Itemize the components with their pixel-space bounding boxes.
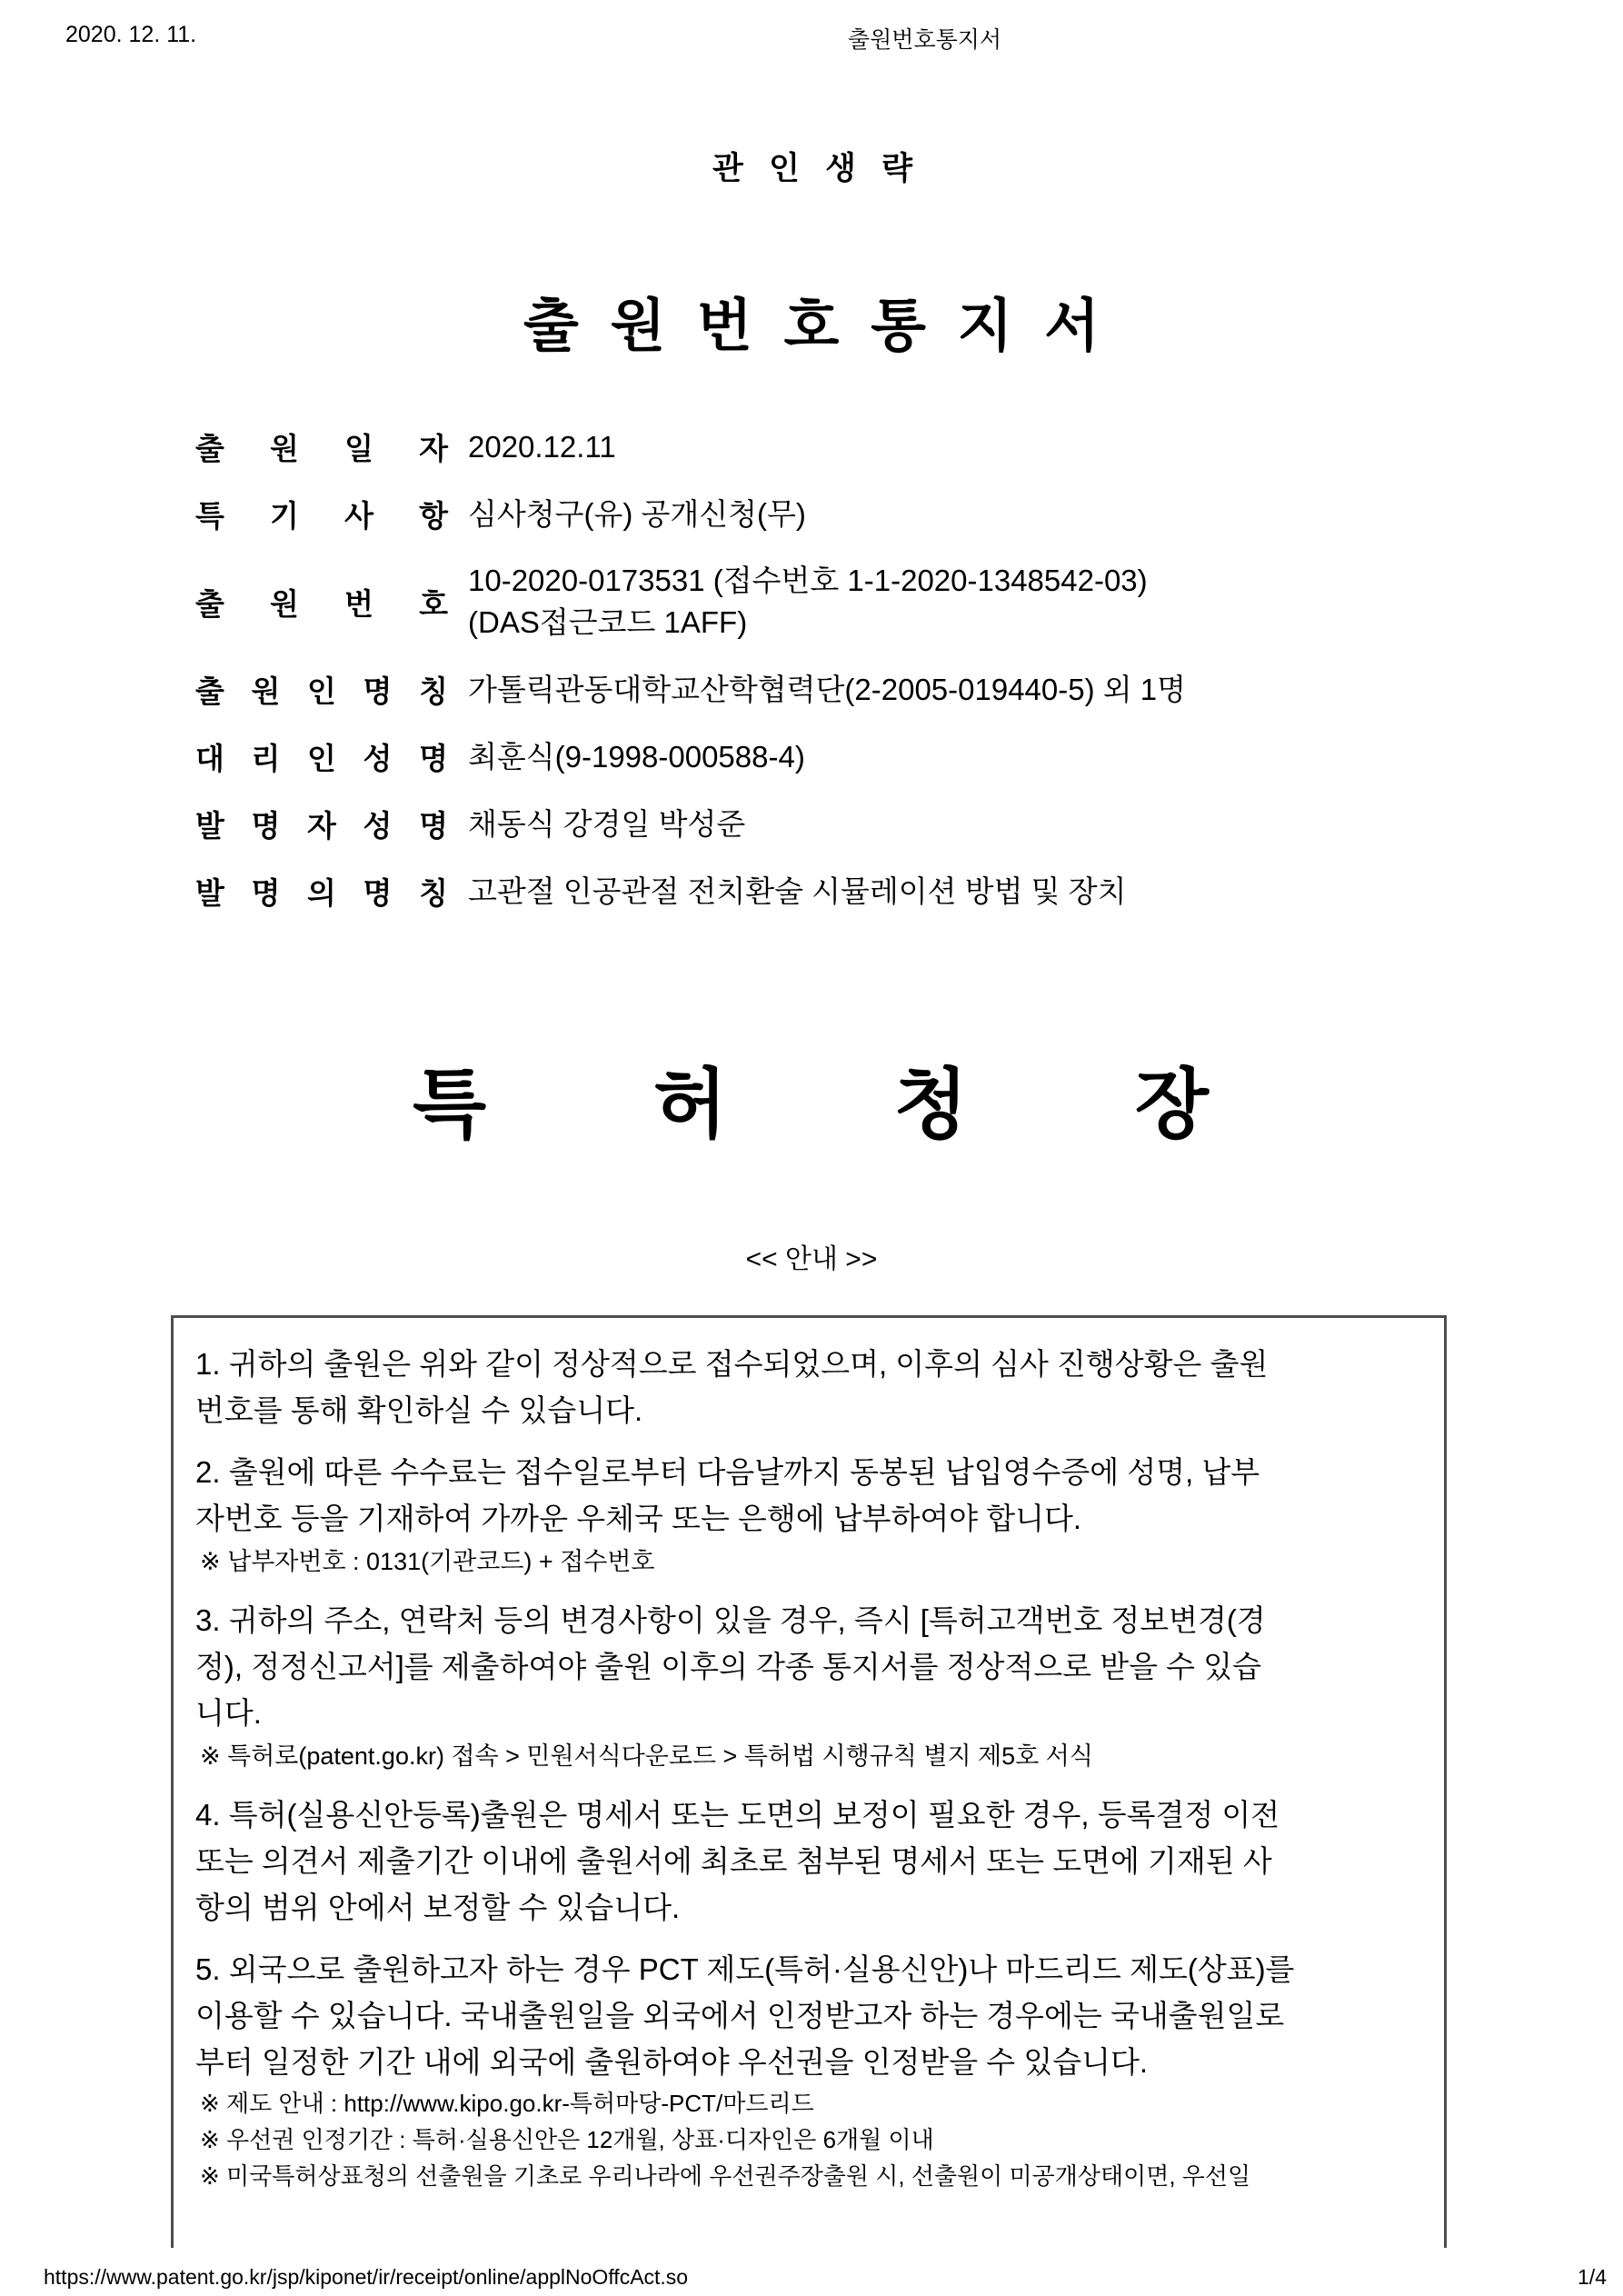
field-label-filing-date: 출 원 일 자: [195, 432, 448, 465]
application-number-line2: (DAS접근코드 1AFF): [468, 605, 748, 639]
field-value-inventor-names: 채동식 강경일 박성준: [468, 806, 746, 841]
notice-item-5: [195, 1946, 1426, 2194]
field-label-agent-name: 대 리 인 성 명: [195, 742, 448, 775]
field-value-application-number: [468, 560, 1148, 644]
notice-item-5-note: ※ 우선권 인정기간 : 특허·실용신안은 12개월, 상표·디자인은 6개월 이내: [200, 2126, 934, 2153]
field-value-agent-name: 최훈식(9-1998-000588-4): [468, 739, 805, 774]
notice-item-2-note: ※ 납부자번호 : 0131(기관코드) + 접수번호: [200, 1548, 655, 1575]
field-value-applicant-name: 가톨릭관동대학교산학협력단(2-2005-019440-5) 외 1명: [468, 672, 1187, 706]
notice-item-4: [195, 1792, 1426, 1931]
notice-item-5-note: ※ 미국특허상표청의 선출원을 기초로 우리나라에 우선권주장출원 시, 선출원이 미공개상태이면, 우선일: [200, 2162, 1251, 2190]
field-row-agent-name: [195, 735, 1186, 778]
notice-item-1-line: 번호를 통해 확인하실 수 있습니다.: [195, 1393, 643, 1427]
print-footer-url: https://www.patent.go.kr/jsp/kiponet/ir/receipt/online/applNoOffcAct.so: [44, 2265, 689, 2289]
print-footer-page-number: 1/4: [1578, 2265, 1607, 2289]
notice-item-1-line: 1. 귀하의 출원은 위와 같이 정상적으로 접수되었으며, 이후의 심사 진행상황은 출원: [195, 1347, 1269, 1381]
notice-item-4-line: 4. 특허(실용신안등록)출원은 명세서 또는 도면의 보정이 필요한 경우, 등록결정 이전: [195, 1798, 1280, 1832]
document-title: 출 원 번 호 통 지 서: [523, 294, 1100, 358]
field-value-special-notes: 심사청구(유) 공개신청(무): [468, 496, 806, 531]
field-value-filing-date: 2020.12.11: [468, 429, 616, 464]
field-row-filing-date: [195, 425, 1186, 468]
guide-section-heading: << 안내 >>: [745, 1244, 878, 1274]
field-row-application-number: [195, 560, 1186, 644]
notice-item-5-line: 부터 일정한 기간 내에 외국에 출원하여야 우선권을 인정받을 수 있습니다.: [195, 2045, 1149, 2079]
field-row-special-notes: [195, 493, 1186, 535]
field-value-invention-title: 고관절 인공관절 전치환술 시뮬레이션 방법 및 장치: [468, 873, 1127, 908]
notice-item-5-note: ※ 제도 안내 : http://www.kipo.go.kr-특허마당-PCT/마드리드: [200, 2090, 814, 2117]
field-label-inventor-names: 발 명 자 성 명: [195, 809, 448, 843]
notice-item-3-line: 3. 귀하의 주소, 연락처 등의 변경사항이 있을 경우, 즉시 [특허고객번호 정보변경(경: [195, 1603, 1266, 1637]
notice-item-3: [195, 1597, 1426, 1776]
commissioner-of-kipo-title: 특 허 청 장: [413, 1062, 1209, 1147]
field-label-invention-title: 발 명 의 명 칭: [195, 876, 448, 910]
field-row-applicant-name: [195, 668, 1186, 711]
notice-item-2-line: 2. 출원에 따른 수수료는 접수일로부터 다음날까지 동봉된 납입영수증에 성명, 납부: [195, 1455, 1260, 1489]
notice-item-4-line: 또는 의견서 제출기간 이내에 출원서에 최초로 첨부된 명세서 또는 도면에 기재된 사: [195, 1844, 1272, 1878]
notice-item-3-note: ※ 특허로(patent.go.kr) 접속 > 민원서식다운로드 > 특허법 시행규칙 별지 제5호 서식: [200, 1742, 1093, 1770]
application-fields-table: [195, 425, 1186, 937]
official-seal-omitted-label: 관 인 생 략: [712, 151, 912, 186]
application-number-line1: 10-2020-0173531 (접수번호 1-1-2020-1348542-03): [468, 564, 1148, 597]
notice-item-1: [195, 1341, 1426, 1433]
field-row-invention-title: [195, 870, 1186, 913]
print-header-doc-title: 출원번호통지서: [848, 27, 1002, 53]
field-label-application-number: 출 원 번 호: [195, 586, 448, 621]
notice-box: [171, 1315, 1447, 2248]
notice-item-2-line: 자번호 등을 기재하여 가까운 우체국 또는 은행에 납부하여야 합니다.: [195, 1502, 1082, 1535]
notice-item-4-line: 항의 범위 안에서 보정할 수 있습니다.: [195, 1891, 681, 1924]
field-row-inventor-names: [195, 803, 1186, 845]
field-label-special-notes: 특 기 사 항: [195, 499, 448, 533]
notice-item-3-line: 정), 정정신고서]를 제출하여야 출원 이후의 각종 통지서를 정상적으로 받을 수 있습: [195, 1650, 1261, 1683]
notice-item-5-line: 이용할 수 있습니다. 국내출원일을 외국에서 인정받고자 하는 경우에는 국내출원일로: [195, 1999, 1285, 2032]
notice-item-3-line: 니다.: [195, 1696, 262, 1730]
notice-item-5-line: 5. 외국으로 출원하고자 하는 경우 PCT 제도(특허·실용신안)나 마드리드 제도(상표)를: [195, 1952, 1295, 1986]
print-header-date: 2020. 12. 11.: [65, 22, 197, 47]
notice-item-2: [195, 1449, 1426, 1582]
field-label-applicant-name: 출 원 인 명 칭: [195, 674, 448, 708]
